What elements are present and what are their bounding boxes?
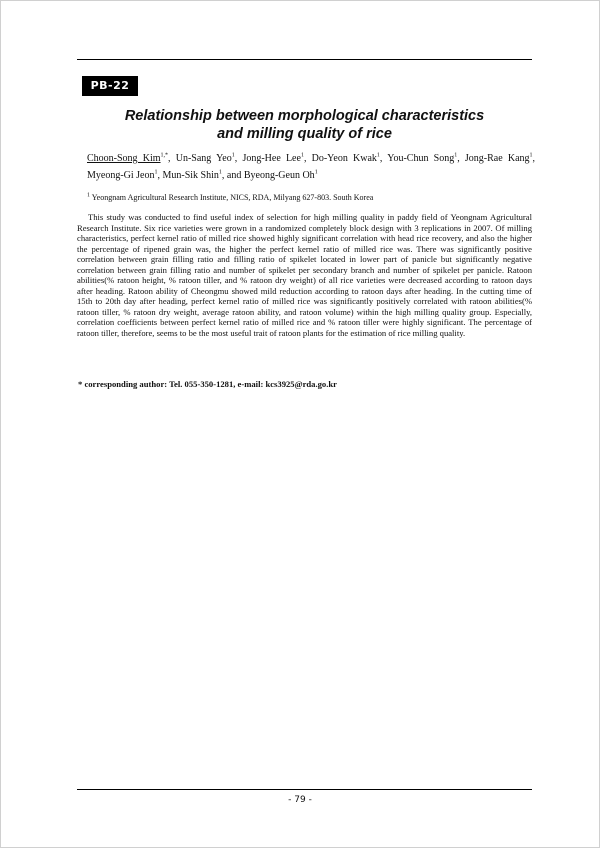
author-affiliation-mark: 1,* (160, 152, 169, 159)
title-line-1: Relationship between morphological characteristics (124, 108, 485, 124)
affiliation (87, 193, 535, 203)
bottom-rule (77, 789, 532, 790)
author-name: Mun-Sik Shin (162, 170, 219, 181)
author-affiliation-mark: 1 (376, 152, 380, 159)
author-name: Myeong-Gi Jeon (87, 170, 155, 181)
author-name: You-Chun Song (387, 153, 455, 164)
affiliation-text: Yeongnam Agricultural Research Institute, NICS, RDA, Milyang 627-803. South Korea (91, 193, 374, 202)
author-name: Jong-Hee Lee (242, 153, 301, 164)
author-affiliation-mark: 1 (529, 152, 533, 159)
author-name: Jong-Rae Kang (464, 153, 530, 164)
author-affiliation-mark: 1 (300, 152, 304, 159)
author-name: Un-Sang Yeo (175, 153, 232, 164)
author-affiliation-mark: 1 (218, 169, 222, 176)
affiliation-mark: 1 (87, 192, 90, 199)
author-affiliation-mark: 1 (231, 152, 235, 159)
author-name: Do-Yeon Kwak (311, 153, 377, 164)
author-name: Byeong-Geun Oh (243, 170, 315, 181)
author-list: Choon-Song Kim$^{1,*}$, Un-Sang Yeo$^1$, Jong-Hee Lee$^1$, Do-Yeon Kwak$^1$, You-Chun Song$^1$, Jong-Rae Kang$^1$, Myeong-Gi Jeon$^1$, Mun-Sik Shin$^1$, and Byeong-Geun Oh$^1$ (87, 152, 536, 181)
abstract-body: This study was conducted to find useful index of selection for high milling quality in paddy field of Yeongnam Agricultural Research Institute. Six rice varieties were grown in a randomized completely block design with 3 replications in 2007. Of milling characteristics, perfect kernel ratio of milled rice showed highly significant correlation with head rice recovery, and also the higher the percentage of ripened grain was, the higher the perfect kernel ratio of milled rice was. There was significantly positive correlation between grain filling ratio and filling ratio of spikelet located in lower part of panicle but significantly negative correlation between grain filling ratio and number of spikelet per secondary branch and number of spikelet per panicle. Ratoon abilities(% ratoon height, % ratoon tiller, and % ratoon dry weight) of all rice varieties were decreased according to ratoon days after heading. Ratoon ability of Cheongmu showed mild reduction according to ratoon days after heading. In the cutting time of 15th to 20th day after heading, perfect kernel ratio of milled rice was significantly positively correlated with ratoon abilities(% ratoon tiller, % ratoon dry weight, average ratoon ability, and ratoon volume) within the high milling quality group. Especially, correlation coefficients between perfect kernel ratio of milled rice and % ratoon tiller were highly significant. The percentage of ratoon tiller, therefore, seems to be the most useful trait of ratoon plants for the estimation of rice milling quality. (77, 212, 532, 338)
author-affiliation-mark: 1 (314, 169, 318, 176)
title-line-2: and milling quality of rice (217, 126, 392, 142)
session-badge: PB-22 (82, 76, 138, 96)
paper-title (77, 107, 532, 143)
author-affiliation-mark: 1 (154, 169, 158, 176)
author-conjunction: and (226, 170, 242, 181)
corresponding-author: * corresponding author: Tel. 055-350-1281, e-mail: kcs3925@rda.go.kr (78, 379, 337, 389)
author-affiliation-mark: 1 (454, 152, 458, 159)
page-number: - 79 - (288, 795, 312, 805)
author-name: Choon-Song Kim (87, 153, 161, 164)
top-rule (77, 59, 532, 60)
